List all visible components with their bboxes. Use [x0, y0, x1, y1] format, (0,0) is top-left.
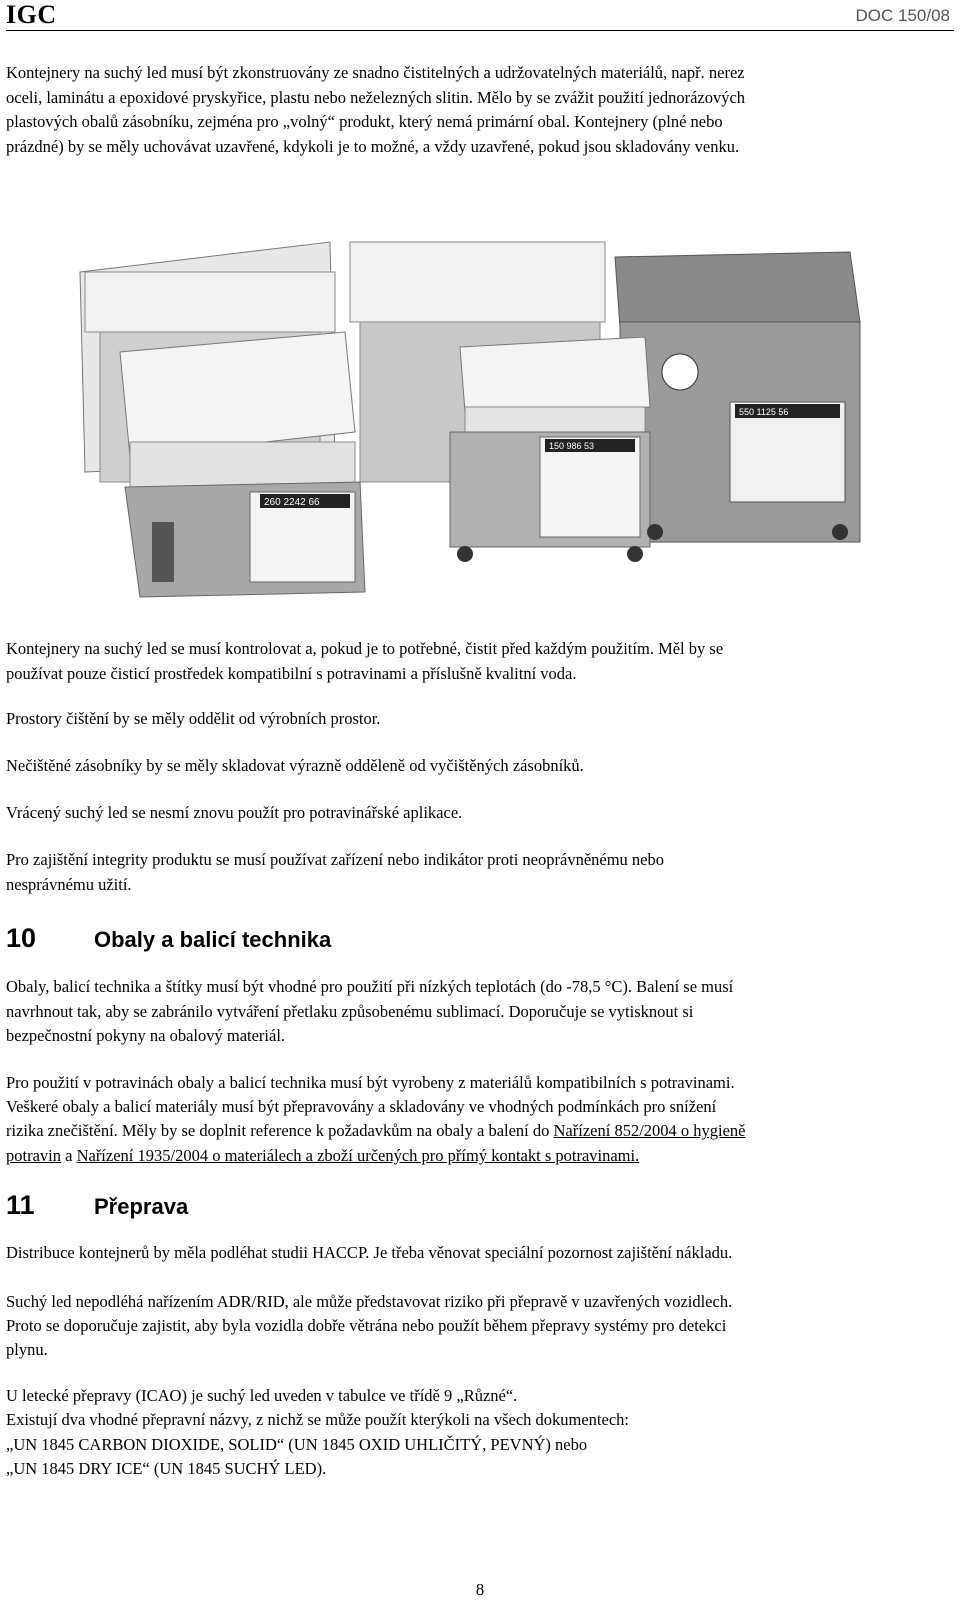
text-line: plynu.	[6, 1340, 48, 1359]
text-line: Vrácený suchý led se nesmí znovu použít pro potravinářské aplikace.	[6, 803, 463, 822]
section-number: 10	[6, 923, 37, 953]
text-span: a	[61, 1146, 77, 1165]
igc-logo: IGC	[6, 0, 57, 29]
text-line: „UN 1845 DRY ICE“ (UN 1845 SUCHÝ LED).	[6, 1459, 327, 1478]
section-title: Obaly a balicí technika	[94, 927, 332, 952]
text-line: Kontejnery na suchý led musí být zkonstruovány ze snadno čistitelných a udržovatelných materiálů, např. nerez	[6, 63, 745, 82]
page-header	[6, 0, 954, 31]
text-line	[6, 1119, 956, 1144]
text-line: Pro zajištění integrity produktu se musí používat zařízení nebo indikátor proti neoprávněnému nebo	[6, 850, 664, 869]
text-line: Obaly, balicí technika a štítky musí být vhodné pro použití při nízkých teplotách (do -78,5 °C). Balení se musí	[6, 977, 734, 996]
regulation-852-link-cont[interactable]: potravin	[6, 1146, 61, 1165]
text-line: Distribuce kontejnerů by měla podléhat studii HACCP. Je třeba věnovat speciální pozornost zajištění nákladu.	[6, 1243, 733, 1262]
text-line: Kontejnery na suchý led se musí kontrolovat a, pokud je to potřebné, čistit před každým použitím. Měl by se	[6, 639, 724, 658]
text-line: Suchý led nepodléhá nařízením ADR/RID, ale může představovat riziko při přepravě v uzavřených vozidlech.	[6, 1292, 733, 1311]
container-2-label: 150 986 53	[549, 441, 595, 451]
text-line: Prostory čištění by se měly oddělit od výrobních prostor.	[6, 709, 381, 728]
text-line: U letecké přepravy (ICAO) je suchý led uveden v tabulce ve třídě 9 „Různé“.	[6, 1386, 518, 1405]
text-line: navrhnout tak, aby se zabránilo vytváření přetlaku způsobenému sublimací. Doporučuje se vytisknout si	[6, 1002, 694, 1021]
page-number: 8	[475, 1580, 485, 1599]
text-line	[6, 1144, 956, 1169]
text-line: oceli, laminátu a epoxidové pryskyřice, plastu nebo neželezných slitin. Mělo by se zvážit použití jednorázových	[6, 88, 746, 107]
text-line: plastových obalů zásobníku, zejména pro „volný“ produkt, který nemá primární obal. Kontejnery (plné nebo	[6, 112, 723, 131]
text-line: Pro použití v potravinách obaly a balicí technika musí být vyrobeny z materiálů kompatibilních s potravinami.	[6, 1073, 735, 1092]
regulation-1935-link[interactable]: Nařízení 1935/2004 o materiálech a zboží určených pro přímý kontakt s potravinami.	[76, 1146, 640, 1165]
text-line: Proto se doporučuje zajistit, aby byla vozidla dobře větrána nebo použít během přepravy systémy pro detekci	[6, 1316, 727, 1335]
text-line: Veškeré obaly a balicí materiály musí být přepravovány a skladovány ve vhodných podmínkách pro snížení	[6, 1097, 717, 1116]
text-line: používat pouze čisticí prostředek kompatibilní s potravinami a příslušně kvalitní voda.	[6, 664, 577, 683]
text-line: Existují dva vhodné přepravní názvy, z nichž se může použít kterýkoli na všech dokumentech:	[6, 1410, 629, 1429]
document-number: DOC 150/08	[855, 6, 950, 25]
section-number: 11	[6, 1190, 35, 1220]
text-line: nesprávnému užití.	[6, 875, 132, 894]
text-line: prázdné) by se měly uchovávat uzavřené, kdykoli je to možné, a vždy uzavřené, pokud jsou skladovány venku.	[6, 137, 740, 156]
text-line: Nečištěné zásobníky by se měly skladovat výrazně odděleně od vyčištěných zásobníků.	[6, 756, 584, 775]
regulation-852-link[interactable]: Nařízení 852/2004 o hygieně	[553, 1121, 746, 1140]
container-1-label: 260 2242 66	[264, 497, 320, 508]
dry-ice-containers-photo	[60, 232, 900, 612]
text-span: rizika znečištění. Měly by se doplnit reference k požadavkům na obaly a balení do	[6, 1121, 554, 1140]
section-title: Přeprava	[94, 1194, 189, 1219]
text-line: bezpečnostní pokyny na obalový materiál.	[6, 1026, 286, 1045]
container-3-label: 550 1125 56	[739, 407, 789, 417]
text-line: „UN 1845 CARBON DIOXIDE, SOLID“ (UN 1845 OXID UHLIČITÝ, PEVNÝ) nebo	[6, 1435, 588, 1454]
